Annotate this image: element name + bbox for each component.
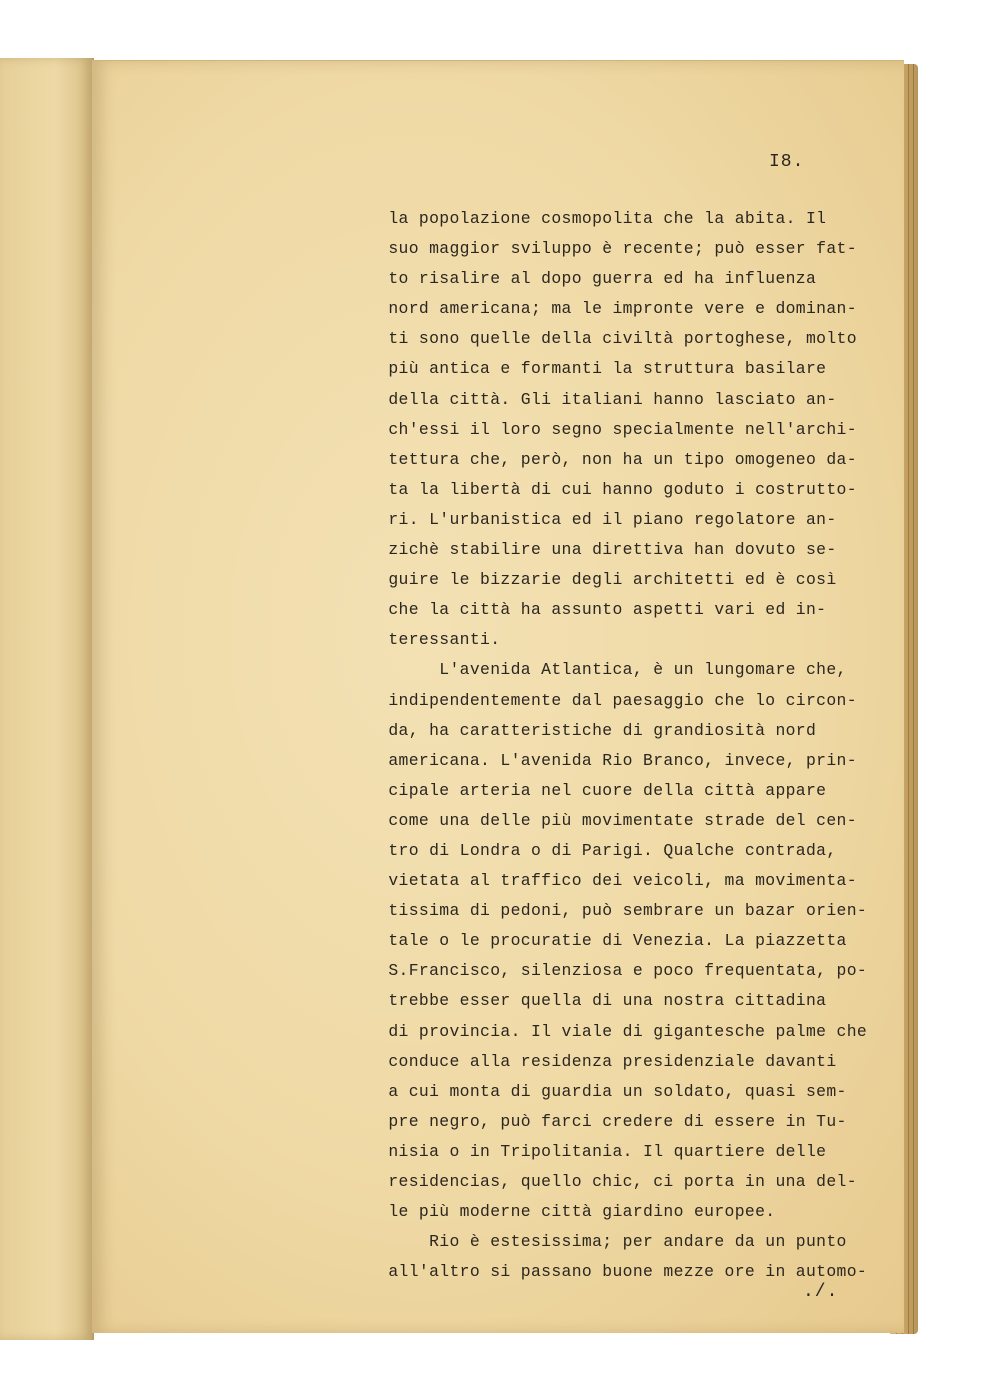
text-line: cipale arteria nel cuore della città appare bbox=[368, 780, 827, 800]
text-line: della città. Gli italiani hanno lasciato an- bbox=[368, 389, 837, 409]
text-line: zichè stabilire una direttiva han dovuto se- bbox=[368, 540, 837, 560]
text-line: teressanti. bbox=[368, 630, 501, 650]
text-line: to risalire al dopo guerra ed ha influenza bbox=[368, 269, 817, 289]
text-line: suo maggior sviluppo è recente; può esser fat- bbox=[368, 239, 857, 259]
text-line: tale o le procuratie di Venezia. La piazzetta bbox=[368, 931, 847, 951]
text-line: Rio è estesissima; per andare da un punto bbox=[368, 1232, 847, 1252]
text-line: guire le bizzarie degli architetti ed è così bbox=[368, 570, 837, 590]
text-line: conduce alla residenza presidenziale davanti bbox=[368, 1051, 837, 1071]
text-line: S.Francisco, silenziosa e poco frequentata, po- bbox=[368, 961, 868, 981]
text-line: a cui monta di guardia un soldato, quasi sem- bbox=[368, 1081, 847, 1101]
text-line: ch'essi il loro segno specialmente nell'archi- bbox=[368, 419, 857, 439]
text-line: le più moderne città giardino europee. bbox=[368, 1202, 776, 1222]
text-line: residencias, quello chic, ci porta in una del- bbox=[368, 1172, 857, 1191]
text-line: come una delle più movimentate strade del cen- bbox=[368, 810, 857, 830]
text-line: nord americana; ma le impronte vere e dominan- bbox=[368, 299, 857, 319]
text-line: più antica e formanti la struttura basilare bbox=[368, 359, 827, 379]
text-line: tettura che, però, non ha un tipo omogeneo da- bbox=[368, 449, 857, 469]
text-line: da, ha caratteristiche di grandiosità nord bbox=[368, 720, 817, 740]
text-line: pre negro, può farci credere di essere in Tu- bbox=[368, 1111, 847, 1131]
page-number: I8. bbox=[769, 152, 805, 172]
text-line: di provincia. Il viale di gigantesche palme che bbox=[368, 1021, 868, 1041]
text-line: tro di Londra o di Parigi. Qualche contrada, bbox=[368, 840, 837, 860]
text-line: tissima di pedoni, può sembrare un bazar orien- bbox=[368, 901, 868, 921]
facing-page-edge bbox=[0, 58, 94, 1340]
text-line: la popolazione cosmopolita che la abita. Il bbox=[368, 209, 827, 228]
text-line: ta la libertà di cui hanno goduto i costrutto- bbox=[368, 479, 857, 499]
text-line: L'avenida Atlantica, è un lungomare che, bbox=[368, 660, 847, 680]
text-line: all'altro si passano buone mezze ore in automo- bbox=[368, 1262, 868, 1282]
text-line: ti sono quelle della civiltà portoghese, molto bbox=[368, 329, 857, 349]
typed-body-text bbox=[368, 204, 868, 1287]
text-line: vietata al traffico dei veicoli, ma movimenta- bbox=[368, 871, 857, 891]
text-line: nisia o in Tripolitania. Il quartiere delle bbox=[368, 1141, 827, 1161]
text-line: americana. L'avenida Rio Branco, invece, prin- bbox=[368, 750, 857, 770]
text-line: trebbe esser quella di una nostra cittadina bbox=[368, 991, 827, 1011]
text-line: indipendentemente dal paesaggio che lo circon- bbox=[368, 690, 857, 710]
continuation-mark: ./. bbox=[803, 1282, 839, 1302]
text-line: ri. L'urbanistica ed il piano regolatore an- bbox=[368, 509, 837, 529]
text-line: che la città ha assunto aspetti vari ed in- bbox=[368, 600, 827, 620]
